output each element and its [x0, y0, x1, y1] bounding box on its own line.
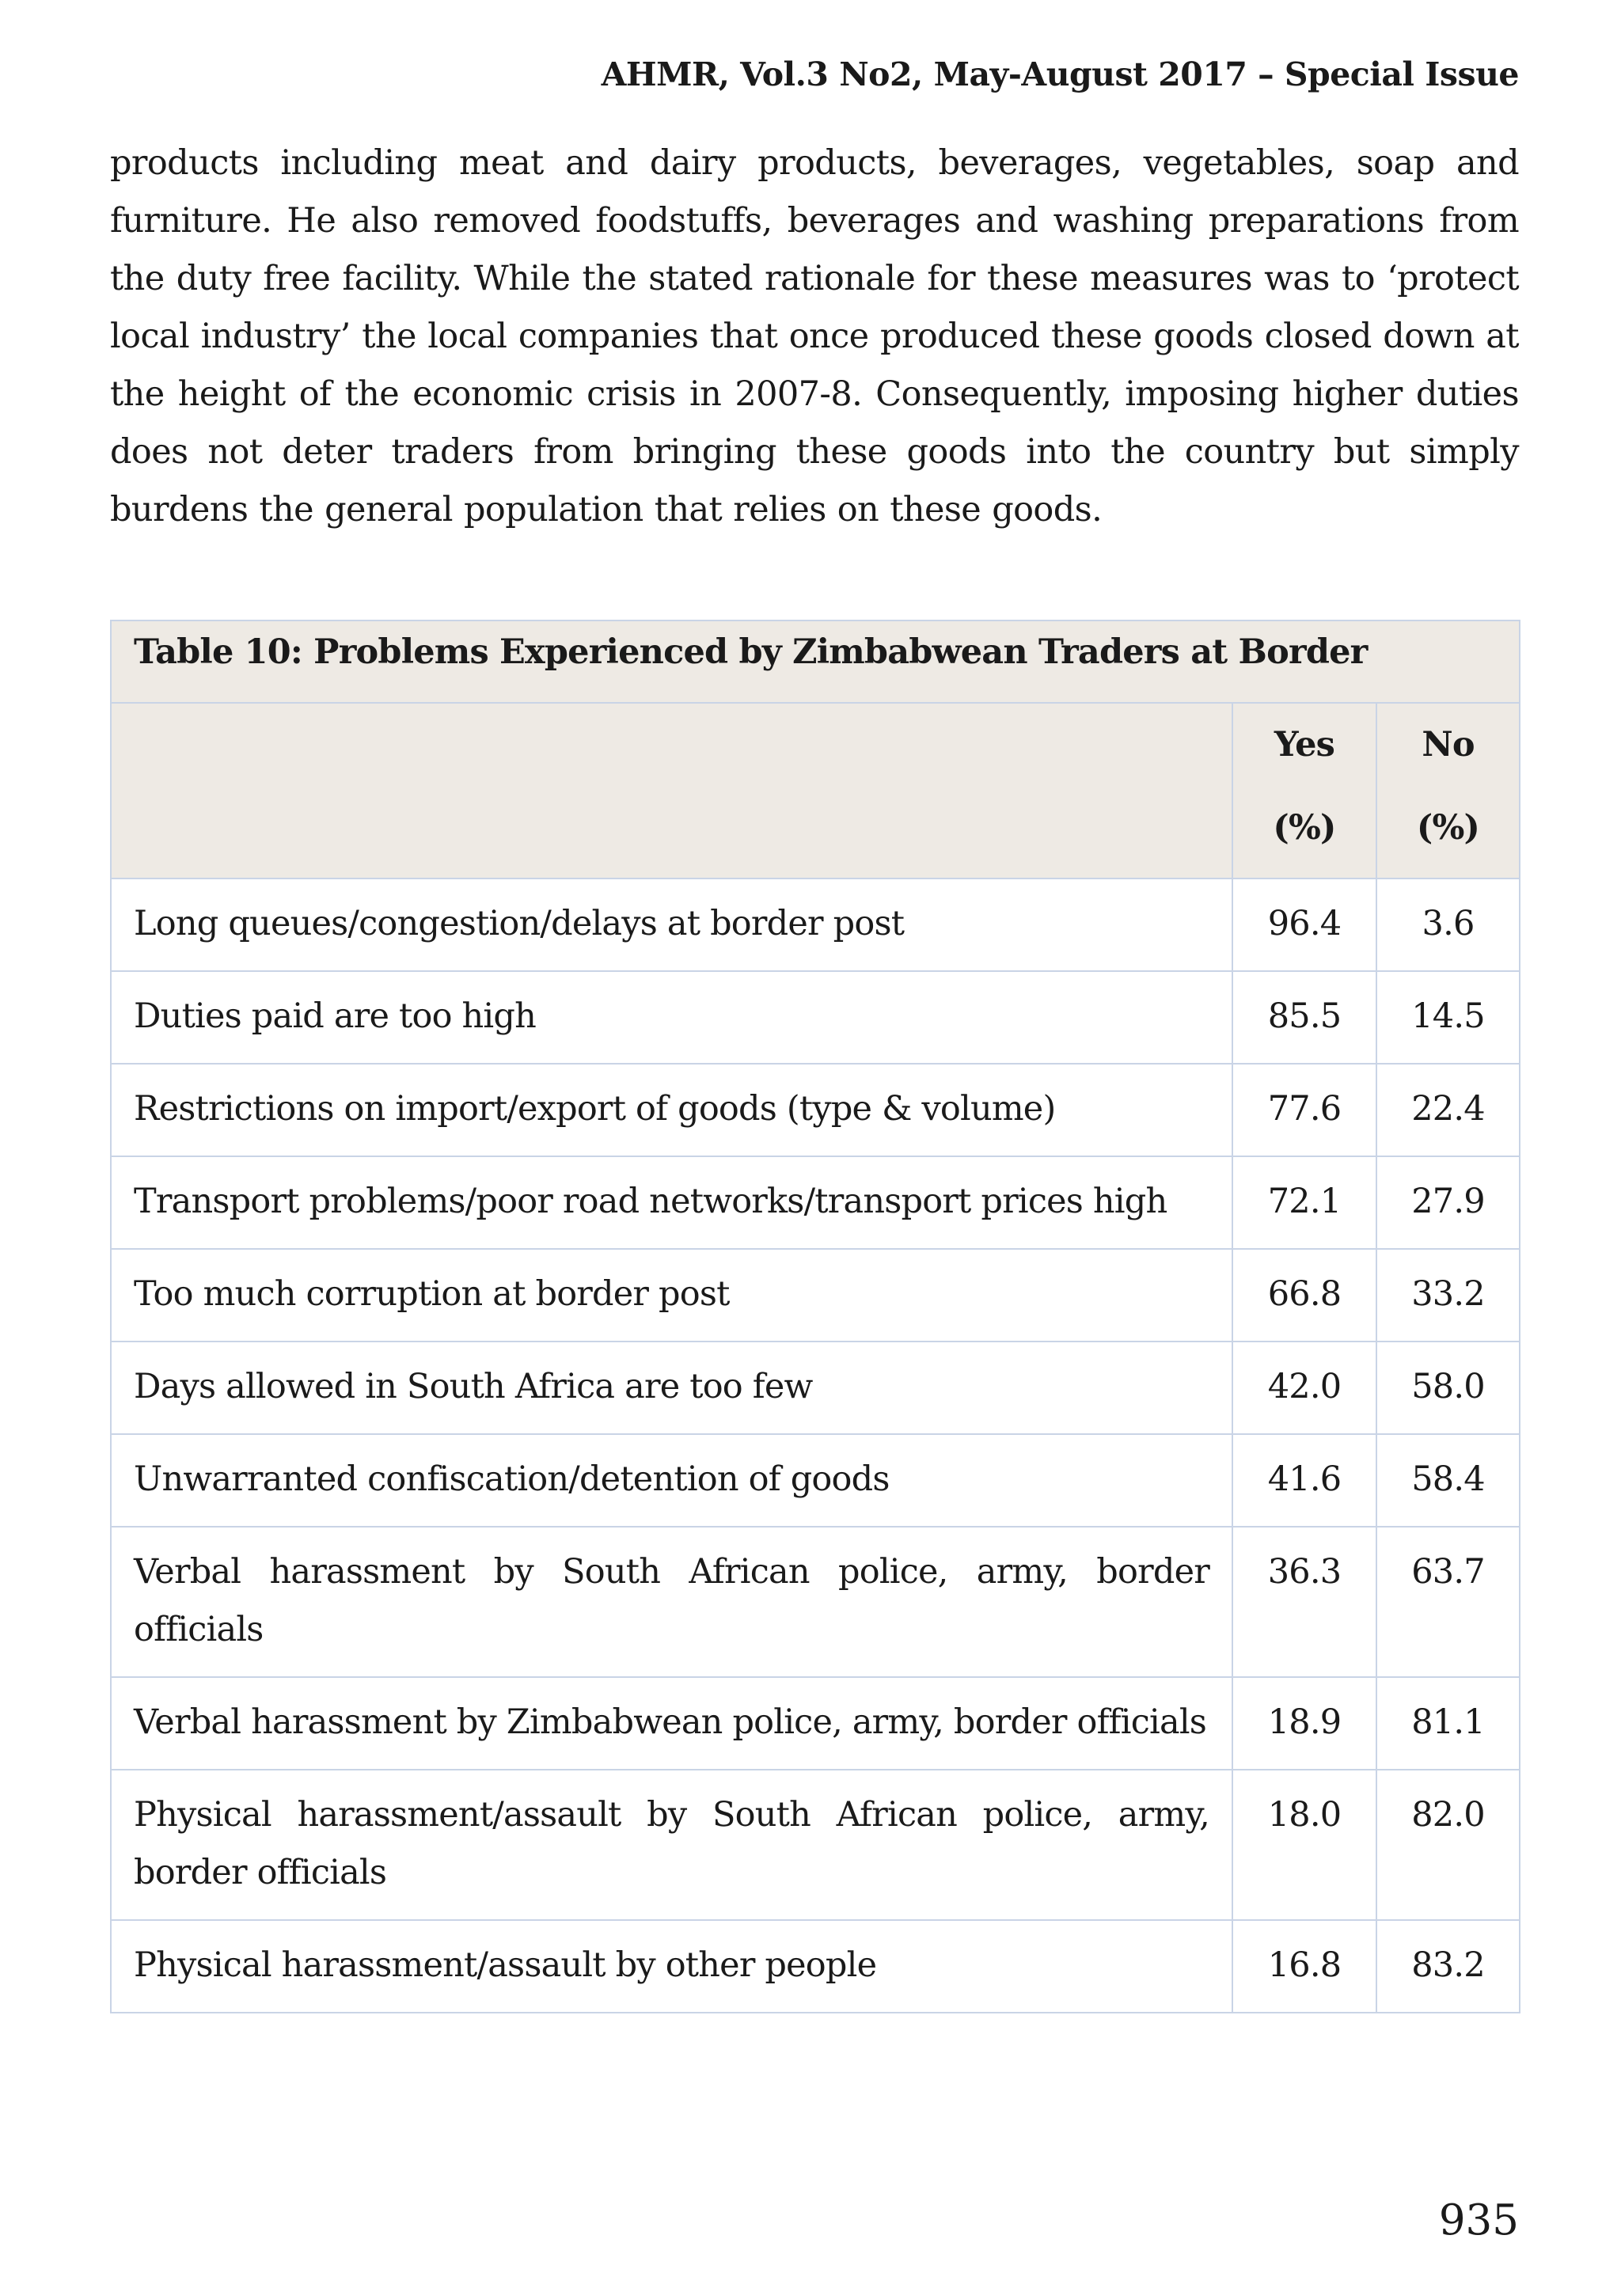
header-label-cell — [111, 703, 1232, 879]
header-no-unit: (%) — [1416, 808, 1480, 848]
row-yes-value: 36.3 — [1232, 1527, 1376, 1677]
row-yes-value: 41.6 — [1232, 1434, 1376, 1527]
row-label: Unwarranted confiscation/detention of goods — [111, 1434, 1232, 1527]
row-yes-value: 72.1 — [1232, 1156, 1376, 1249]
table-row — [111, 1156, 1520, 1249]
header-yes-unit: (%) — [1273, 808, 1336, 848]
table-row — [111, 1342, 1520, 1434]
row-yes-value: 16.8 — [1232, 1920, 1376, 2013]
table-row — [111, 971, 1520, 1064]
row-no-value: 82.0 — [1376, 1770, 1520, 1920]
table-row — [111, 1770, 1520, 1920]
running-header: AHMR, Vol.3 No2, May-August 2017 – Special Issue — [601, 55, 1519, 93]
row-no-value: 83.2 — [1376, 1920, 1520, 2013]
table-row — [111, 1249, 1520, 1342]
row-no-value: 58.0 — [1376, 1342, 1520, 1434]
header-yes-label: Yes — [1274, 725, 1335, 765]
row-label: Transport problems/poor road networks/transport prices high — [111, 1156, 1232, 1249]
problems-table — [110, 620, 1520, 2013]
row-yes-value: 18.9 — [1232, 1677, 1376, 1770]
row-label: Verbal harassment by Zimbabwean police, army, border officials — [111, 1677, 1232, 1770]
row-no-value: 58.4 — [1376, 1434, 1520, 1527]
row-label: Physical harassment/assault by other people — [111, 1920, 1232, 2013]
table-row — [111, 1920, 1520, 2013]
header-no-cell — [1376, 703, 1520, 879]
row-yes-value: 18.0 — [1232, 1770, 1376, 1920]
row-no-value: 81.1 — [1376, 1677, 1520, 1770]
table-caption-row — [111, 620, 1520, 703]
row-label: Physical harassment/assault by South African police, army, border officials — [111, 1770, 1232, 1920]
row-no-value: 22.4 — [1376, 1064, 1520, 1156]
row-label: Long queues/congestion/delays at border post — [111, 879, 1232, 971]
body-paragraph: products including meat and dairy products, beverages, vegetables, soap and furniture. He also removed foodstuffs, beverages and washing preparations from the duty free facility. While the stated rationale for these measures was to ‘protect local industry’ the local companies that once produced these goods closed down at the height of the economic crisis in 2007-8. Consequently, imposing higher duties does not deter traders from bringing these goods into the country but simply burdens the general population that relies on these goods. — [110, 143, 1519, 529]
row-yes-value: 96.4 — [1232, 879, 1376, 971]
row-label: Days allowed in South Africa are too few — [111, 1342, 1232, 1434]
row-no-value: 3.6 — [1376, 879, 1520, 971]
row-yes-value: 42.0 — [1232, 1342, 1376, 1434]
header-no-label: No — [1422, 725, 1475, 765]
row-no-value: 33.2 — [1376, 1249, 1520, 1342]
row-label: Restrictions on import/export of goods (type & volume) — [111, 1064, 1232, 1156]
row-yes-value: 85.5 — [1232, 971, 1376, 1064]
header-yes-cell — [1232, 703, 1376, 879]
row-no-value: 14.5 — [1376, 971, 1520, 1064]
table-row — [111, 1677, 1520, 1770]
row-yes-value: 66.8 — [1232, 1249, 1376, 1342]
row-label: Duties paid are too high — [111, 971, 1232, 1064]
page-number: 935 — [1438, 2196, 1519, 2245]
table-row — [111, 1434, 1520, 1527]
table-row — [111, 1527, 1520, 1677]
row-no-value: 63.7 — [1376, 1527, 1520, 1677]
row-no-value: 27.9 — [1376, 1156, 1520, 1249]
table-row — [111, 879, 1520, 971]
table-header-row — [111, 703, 1520, 879]
row-yes-value: 77.6 — [1232, 1064, 1376, 1156]
row-label: Verbal harassment by South African police, army, border officials — [111, 1527, 1232, 1677]
table-row — [111, 1064, 1520, 1156]
table-caption: Table 10: Problems Experienced by Zimbabwean Traders at Border — [111, 620, 1520, 703]
row-label: Too much corruption at border post — [111, 1249, 1232, 1342]
